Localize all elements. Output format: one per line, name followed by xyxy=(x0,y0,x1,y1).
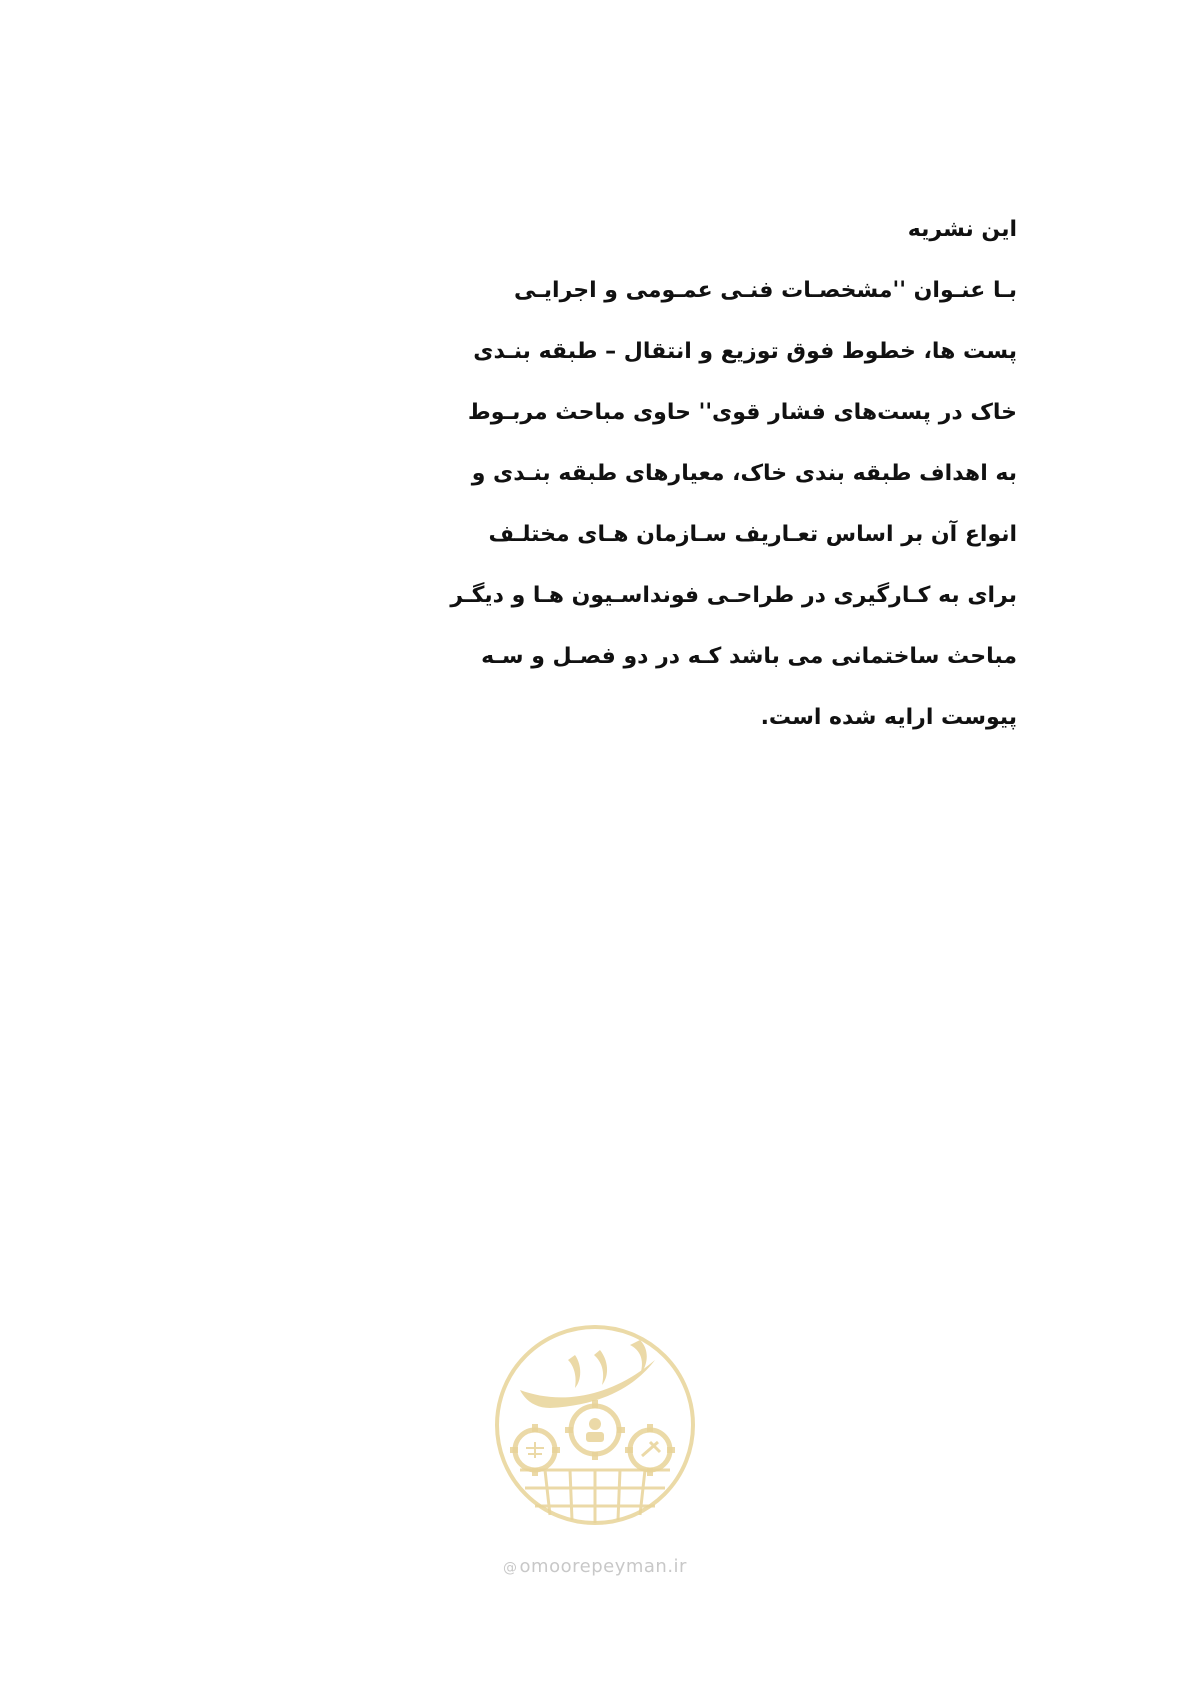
paragraph-line: خاک در پست‌های فشار قوی'' حاوی مباحث مربـوط xyxy=(467,400,1017,425)
watermark-url-text: omoorepeyman.ir xyxy=(519,1556,687,1577)
logo-emblem-icon xyxy=(490,1320,700,1530)
watermark-logo xyxy=(480,1320,710,1610)
paragraph-line: پیوست ارایه شده است. xyxy=(760,705,1017,730)
instagram-icon: @ xyxy=(503,1560,518,1576)
intro-paragraph xyxy=(450,208,1017,757)
paragraph-line: برای به کـارگیری در طراحـی فونداسـیون هـا و دیگـر xyxy=(450,583,1017,608)
paragraph-line: بـا عنـوان ''مشخصـات فنـی عمـومی و اجرایـی xyxy=(513,278,1017,303)
building-grid xyxy=(520,1470,670,1523)
paragraph-line: مباحث ساختمانی می باشد کـه در دو فصـل و سـه xyxy=(481,644,1017,669)
calligraphy-mark xyxy=(520,1340,655,1408)
paragraph-line: پست ها، خطوط فوق توزیع و انتقال – طبقه بنـدی xyxy=(473,339,1017,364)
paragraph-line: به اهداف طبقه بندی خاک، معیارهای طبقه بنـدی و xyxy=(471,461,1017,486)
paragraph-line: این نشریه xyxy=(907,217,1017,242)
watermark-url xyxy=(480,1556,710,1577)
paragraph-line: انواع آن بر اساس تعـاریف سـازمان هـای مختلـف xyxy=(488,522,1017,547)
